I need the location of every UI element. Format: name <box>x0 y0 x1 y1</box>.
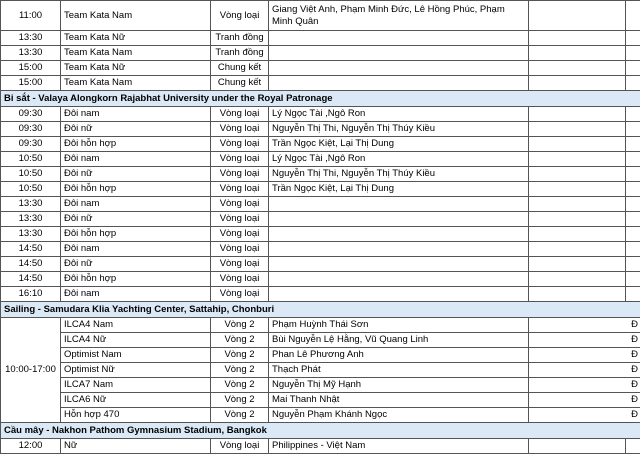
time-cell: 10:00-17:00 <box>1 318 61 423</box>
athletes-cell: Nguyễn Thị Thi, Nguyễn Thị Thúy Kiều <box>269 167 529 182</box>
event-cell: Đôi nam <box>61 287 211 302</box>
athletes-cell <box>269 46 529 61</box>
result-cell: Đ <box>529 378 640 393</box>
round-cell: Vòng loại <box>211 152 269 167</box>
event-cell: Team Kata Nữ <box>61 31 211 46</box>
extra-cell <box>626 197 640 212</box>
round-cell: Vòng 2 <box>211 393 269 408</box>
round-cell: Vòng loại <box>211 137 269 152</box>
time-cell: 14:50 <box>1 242 61 257</box>
round-cell: Chung kết <box>211 61 269 76</box>
table-row <box>1 363 640 378</box>
athletes-cell: Thạch Phát <box>269 363 529 378</box>
section-header <box>1 302 640 318</box>
event-cell: Đôi nam <box>61 152 211 167</box>
event-cell: Đôi hỗn hợp <box>61 137 211 152</box>
result-cell <box>529 197 626 212</box>
round-cell: Vòng 2 <box>211 363 269 378</box>
table-row <box>1 287 640 302</box>
athletes-cell: Nguyễn Thị Thi, Nguyễn Thị Thúy Kiều <box>269 122 529 137</box>
extra-cell <box>626 31 640 46</box>
extra-cell <box>626 46 640 61</box>
section-title: Sailing - Samudara Klia Yachting Center, Sattahip, Chonburi <box>1 302 640 318</box>
event-cell: Nữ <box>61 439 211 454</box>
result-cell: Đ <box>529 318 640 333</box>
round-cell: Chung kết <box>211 76 269 91</box>
event-cell: Team Kata Nữ <box>61 61 211 76</box>
result-cell: Đ <box>529 408 640 423</box>
event-cell: Team Kata Nam <box>61 1 211 31</box>
extra-cell <box>626 257 640 272</box>
athletes-cell <box>269 31 529 46</box>
round-cell: Tranh đồng <box>211 46 269 61</box>
athletes-cell: Lý Ngọc Tài ,Ngô Ron <box>269 107 529 122</box>
time-cell: 15:00 <box>1 61 61 76</box>
time-cell: 10:50 <box>1 152 61 167</box>
result-cell <box>529 182 626 197</box>
result-cell <box>529 227 626 242</box>
section-title: Bi sắt - Valaya Alongkorn Rajabhat University under the Royal Patronage <box>1 91 640 107</box>
result-cell <box>529 61 626 76</box>
time-cell: 10:50 <box>1 167 61 182</box>
time-cell: 13:30 <box>1 197 61 212</box>
result-cell: Đ <box>529 333 640 348</box>
extra-cell <box>626 61 640 76</box>
table-row <box>1 318 640 333</box>
table-row <box>1 31 640 46</box>
round-cell: Vòng loại <box>211 212 269 227</box>
round-cell: Vòng loại <box>211 287 269 302</box>
round-cell: Vòng loại <box>211 227 269 242</box>
extra-cell <box>626 107 640 122</box>
athletes-cell <box>269 61 529 76</box>
extra-cell <box>626 272 640 287</box>
table-row <box>1 107 640 122</box>
round-cell: Vòng loại <box>211 107 269 122</box>
time-cell: 15:00 <box>1 76 61 91</box>
round-cell: Vòng 2 <box>211 378 269 393</box>
round-cell: Vòng 2 <box>211 408 269 423</box>
athletes-cell: Nguyễn Thị Mỹ Hạnh <box>269 378 529 393</box>
round-cell: Vòng loại <box>211 257 269 272</box>
event-cell: Optimist Nữ <box>61 363 211 378</box>
table-row <box>1 137 640 152</box>
athletes-cell <box>269 76 529 91</box>
athletes-cell: Trần Ngọc Kiệt, Lại Thị Dung <box>269 137 529 152</box>
round-cell: Vòng loại <box>211 167 269 182</box>
table-row <box>1 257 640 272</box>
extra-cell <box>626 227 640 242</box>
table-row <box>1 378 640 393</box>
athletes-cell: Nguyễn Phạm Khánh Ngọc <box>269 408 529 423</box>
event-cell: ILCA7 Nam <box>61 378 211 393</box>
time-cell: 13:30 <box>1 227 61 242</box>
time-cell: 12:00 <box>1 439 61 454</box>
athletes-cell: Giang Việt Anh, Phạm Minh Đức, Lê Hồng Phúc, Phạm Minh Quân <box>269 1 529 31</box>
result-cell <box>529 122 626 137</box>
round-cell: Vòng loại <box>211 182 269 197</box>
result-cell <box>529 107 626 122</box>
result-cell <box>529 76 626 91</box>
extra-cell <box>626 76 640 91</box>
time-cell: 09:30 <box>1 122 61 137</box>
result-cell <box>529 46 626 61</box>
round-cell: Tranh đồng <box>211 31 269 46</box>
event-cell: Đôi hỗn hợp <box>61 272 211 287</box>
section-header <box>1 91 640 107</box>
result-cell <box>529 1 626 31</box>
athletes-cell: Trần Ngọc Kiệt, Lại Thị Dung <box>269 182 529 197</box>
extra-cell <box>626 137 640 152</box>
athletes-cell: Philippines - Việt Nam <box>269 439 529 454</box>
time-cell: 11:00 <box>1 1 61 31</box>
extra-cell <box>626 152 640 167</box>
result-cell: Đ <box>529 363 640 378</box>
round-cell: Vòng loại <box>211 439 269 454</box>
event-cell: Đôi hỗn hợp <box>61 182 211 197</box>
table-row <box>1 46 640 61</box>
extra-cell <box>626 182 640 197</box>
time-cell: 14:50 <box>1 257 61 272</box>
section-title: Cầu mây - Nakhon Pathom Gymnasium Stadium, Bangkok <box>1 423 640 439</box>
result-cell: Đ <box>529 393 640 408</box>
result-cell <box>529 439 626 454</box>
event-cell: Đôi hỗn hợp <box>61 227 211 242</box>
time-cell: 13:30 <box>1 31 61 46</box>
table-row <box>1 272 640 287</box>
round-cell: Vòng 2 <box>211 348 269 363</box>
table-row <box>1 182 640 197</box>
event-cell: Team Kata Nam <box>61 76 211 91</box>
result-cell <box>529 272 626 287</box>
table-row <box>1 333 640 348</box>
result-cell <box>529 167 626 182</box>
time-cell: 13:30 <box>1 212 61 227</box>
athletes-cell: Lý Ngọc Tài ,Ngô Ron <box>269 152 529 167</box>
result-cell <box>529 257 626 272</box>
table-row <box>1 152 640 167</box>
result-cell <box>529 137 626 152</box>
event-cell: Đôi nữ <box>61 167 211 182</box>
extra-cell <box>626 122 640 137</box>
result-cell <box>529 152 626 167</box>
athletes-cell: Phạm Huỳnh Thái Sơn <box>269 318 529 333</box>
section-header <box>1 423 640 439</box>
table-row <box>1 227 640 242</box>
time-cell: 13:30 <box>1 46 61 61</box>
athletes-cell <box>269 242 529 257</box>
athletes-cell <box>269 257 529 272</box>
event-cell: Đôi nam <box>61 242 211 257</box>
result-cell: Đ <box>529 348 640 363</box>
event-cell: ILCA4 Nam <box>61 318 211 333</box>
event-cell: Đôi nam <box>61 107 211 122</box>
round-cell: Vòng loại <box>211 1 269 31</box>
extra-cell <box>626 242 640 257</box>
extra-cell <box>626 287 640 302</box>
extra-cell <box>626 167 640 182</box>
time-cell: 14:50 <box>1 272 61 287</box>
table-row <box>1 76 640 91</box>
event-cell: Optimist Nam <box>61 348 211 363</box>
table-row <box>1 197 640 212</box>
table-row <box>1 1 640 31</box>
extra-cell <box>626 212 640 227</box>
event-cell: Đôi nữ <box>61 212 211 227</box>
athletes-cell <box>269 272 529 287</box>
table-row <box>1 393 640 408</box>
result-cell <box>529 31 626 46</box>
table-row <box>1 61 640 76</box>
event-cell: Đôi nữ <box>61 122 211 137</box>
athletes-cell <box>269 227 529 242</box>
round-cell: Vòng loại <box>211 122 269 137</box>
athletes-cell: Bùi Nguyễn Lệ Hằng, Vũ Quang Linh <box>269 333 529 348</box>
time-cell: 09:30 <box>1 137 61 152</box>
result-cell <box>529 242 626 257</box>
result-cell <box>529 212 626 227</box>
event-cell: Hỗn hợp 470 <box>61 408 211 423</box>
table-row <box>1 439 640 454</box>
event-cell: Đôi nữ <box>61 257 211 272</box>
table-row <box>1 242 640 257</box>
athletes-cell: Phan Lê Phương Anh <box>269 348 529 363</box>
athletes-cell <box>269 197 529 212</box>
table-row <box>1 167 640 182</box>
round-cell: Vòng loại <box>211 242 269 257</box>
extra-cell <box>626 1 640 31</box>
round-cell: Vòng 2 <box>211 333 269 348</box>
round-cell: Vòng 2 <box>211 318 269 333</box>
table-row <box>1 408 640 423</box>
table-row <box>1 348 640 363</box>
time-cell: 10:50 <box>1 182 61 197</box>
time-cell: 16:10 <box>1 287 61 302</box>
round-cell: Vòng loại <box>211 272 269 287</box>
table-row <box>1 122 640 137</box>
time-cell: 09:30 <box>1 107 61 122</box>
event-cell: Đôi nam <box>61 197 211 212</box>
extra-cell <box>626 439 640 454</box>
event-cell: Team Kata Nam <box>61 46 211 61</box>
athletes-cell: Mai Thanh Nhật <box>269 393 529 408</box>
result-cell <box>529 287 626 302</box>
round-cell: Vòng loại <box>211 197 269 212</box>
event-cell: ILCA4 Nữ <box>61 333 211 348</box>
athletes-cell <box>269 212 529 227</box>
event-cell: ILCA6 Nữ <box>61 393 211 408</box>
athletes-cell <box>269 287 529 302</box>
table-row <box>1 212 640 227</box>
